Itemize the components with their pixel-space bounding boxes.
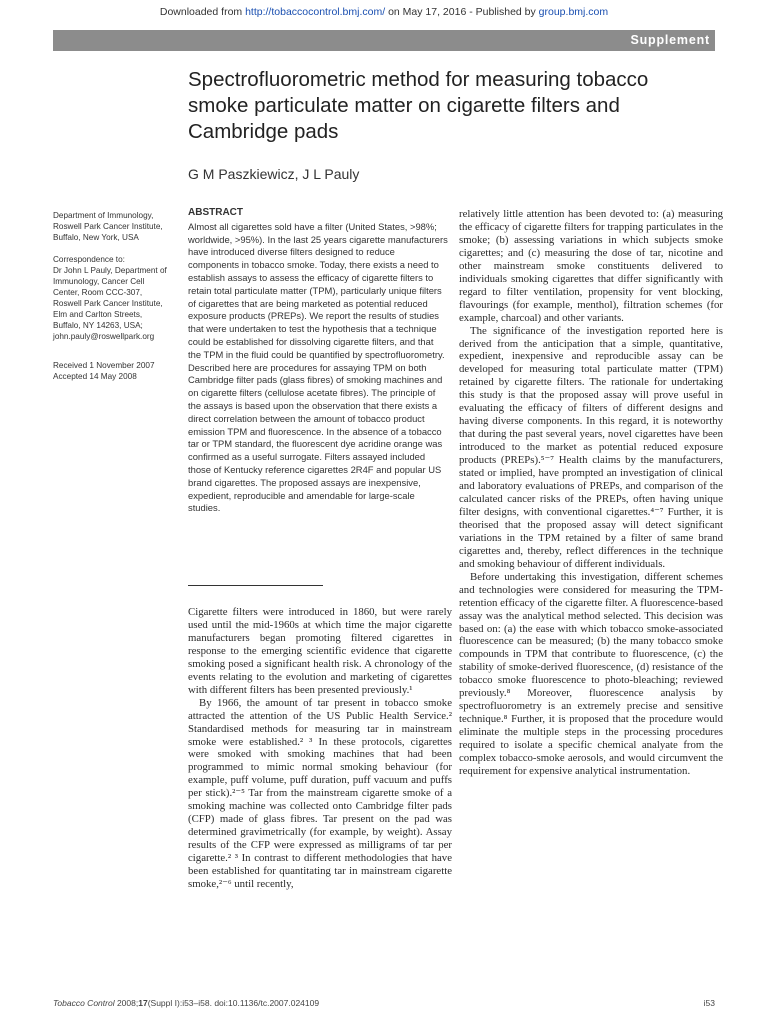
footer-year: 2008;: [114, 998, 139, 1008]
article-title: Spectrofluorometric method for measuring tobacco smoke particulate matter on cigarette filters and Cambridge pads: [188, 68, 649, 143]
body-paragraph: The significance of the investigation reported here is derived from the anticipation that a simple, quantitative, expedient, inexpensive and reproducible assay can be developed for measuring total particulate matter (TPM) retained by cigarette filters. The rationale for undertaking this study is that the proposed assay will prove useful in evaluating the efficacy of filters of different designs and having diverse components. In this regard, it is noteworthy that during the past several years, novel cigarettes have been introduced to the market as potential reduced exposure products (PREPs).⁵⁻⁷ Health claims by the manufacturers, stated or implied, have prompted an investigation of clinical and laboratory evaluations of PREPs, and comparison of the calculated cancer risks of the PREPs, often having unique filter designs, with conventional cigarettes.⁴⁻⁷ Further, it is theorised that the proposed assay will detect significant variations in the TPM retained by a filter of same brand cigarettes and, thereby, reflect differences in the technique and smoking behaviour of different individuals.: [459, 324, 723, 570]
footer-citation-rest: (Suppl I):i53–i58. doi:10.1136/tc.2007.024109: [147, 998, 320, 1008]
journal-link[interactable]: http://tobaccocontrol.bmj.com/: [245, 6, 386, 18]
dates-block: [53, 360, 171, 382]
article-authors: G M Paszkiewicz, J L Pauly: [188, 166, 360, 182]
footer-volume: 17: [138, 998, 148, 1008]
affiliation: Department of Immunology, Roswell Park Cancer Institute, Buffalo, New York, USA: [53, 211, 163, 242]
abstract-text: Almost all cigarettes sold have a filter (United States, >98%; worldwide, >95%). In the last 25 years cigarette manufacturers have introduced diverse filters designed to reduce components in tobacco smoke. Today, there exists a need to establish assays to assess the efficacy of cigarette filters to retain total particulate matter (TPM), particularly unique filters of cigarettes that are being marketed as potential reduced exposure products (PREPs). We report the results of studies that were undertaken to test the hypothesis that a technique could be established for dissolving cigarette filters, and that the TPM in the fluid could be quantified by spectrofluorometry. Described here are procedures for assaying TPM on both Cambridge filter pads (glass fibres) of smoking machines and on cigarette filters (cellulose acetate fibres). The principle of the assays is based upon the observation that there exists a direct correlation between the amount of tobacco product emission TPM and fluorescence. In the absence of a tobacco tar or TPM standard, the fluorescent dye acridine orange was confirmed as a useful surrogate. Filters assayed included those of Kentucky reference cigarettes 2R4F and popular US brand cigarettes. The proposed assays are inexpensive, expedient, reproducible and amendable for large-scale studies.: [188, 220, 448, 514]
correspondence-label: Correspondence to:: [53, 255, 125, 264]
footer-citation: [53, 998, 319, 1008]
footer-journal: Tobacco Control: [53, 998, 115, 1008]
page-number: i53: [703, 998, 715, 1008]
accepted-date: Accepted 14 May 2008: [53, 372, 137, 381]
download-middle: on May 17, 2016 - Published by: [385, 6, 539, 18]
abstract-heading: ABSTRACT: [188, 207, 243, 218]
body-column-right: [459, 208, 723, 778]
download-notice: [0, 6, 768, 18]
body-paragraph: By 1966, the amount of tar present in tobacco smoke attracted the attention of the US Public Health Service.² Standardised methods for measuring tar in mainstream smoke were established.² ³ In these protocols, cigarettes were smoked with smoking machines that had been programmed to mimic normal smoking behaviour (for example, puff volume, puff duration, puff vacuum and puffs per stick).²⁻⁵ Tar from the mainstream cigarette smoke of a smoking machine was collected onto Cambridge filter pads (CFP) made of glass fibres. Tar present on the pad was determined gravimetrically (for example, by weight). Assay results of the CFP were expressed as milligrams of tar per cigarette.² ³ In contrast to different methodologies that have been established for quantitating tar in mainstream cigarette smoke,²⁻⁶ until recently,: [188, 696, 452, 891]
body-paragraph: relatively little attention has been devoted to: (a) measuring the efficacy of cigarette filters for trapping particulates in the smoke; (b) assessing variations in which subjects smoke cigarettes; and (c) measuring the dose of tar, nicotine and other mainstream smoke constituents delivered to individuals smoking cigarettes that differ significantly with regard to filter ventilation, propensity for vent blocking, flavourings (for example, menthol), filtration schemes (for example, charcoal) and other variants.: [459, 208, 723, 324]
abstract: [188, 207, 448, 515]
section-label: Supplement: [630, 33, 710, 47]
section-banner: [53, 30, 715, 51]
download-prefix: Downloaded from: [159, 6, 246, 18]
body-column-left: [188, 606, 452, 891]
body-paragraph: Cigarette filters were introduced in 1860, but were rarely used until the mid-1960s at which time the major cigarette manufacturers began promoting filtered cigarettes in response to the emerging scientific evidence that cigarette smoking posed a significant health risk. A chronology of the events relating to the evolution and marketing of cigarettes with different filters has been presented previously.¹: [188, 606, 452, 696]
correspondence-text: Dr John L Pauly, Department of Immunology, Cancer Cell Center, Room CCC-307, Roswell Park Cancer Institute, Elm and Carlton Streets, Buffalo, NY 14263, USA; john.pauly@roswellpark.org: [53, 266, 167, 341]
publisher-link[interactable]: group.bmj.com: [538, 6, 609, 18]
abstract-divider: [188, 585, 323, 586]
body-paragraph: Before undertaking this investigation, different schemes and technologies were considered for measuring the TPM-retention efficacy of the cigarette filter. A fluorescence-based assay was the analytical method selected. This decision was based on: (a) the ease with which tobacco smoke-associated fluorescence can be measured; (b) the many tobacco smoke compounds in TPM that contribute to fluorescence, (c) the stability of smoke-derived fluorescence, (d) resistance of the tobacco smoke fluorescence to photo-bleaching; reviewed previously.⁸ Moreover, fluorescence analysis by spectrofluorometry is an extremely precise and sensitive technique.⁸ Further, it is proposed that the procedure would eliminate the multiple steps in the processing procedures required to isolate a specific chemical analyate from the complex tobacco-smoke aerosols, and would circumvent the requirement for expensive analytical instrumentation.: [459, 570, 723, 777]
received-date: Received 1 November 2007: [53, 361, 155, 370]
correspondence-block: [53, 254, 171, 342]
